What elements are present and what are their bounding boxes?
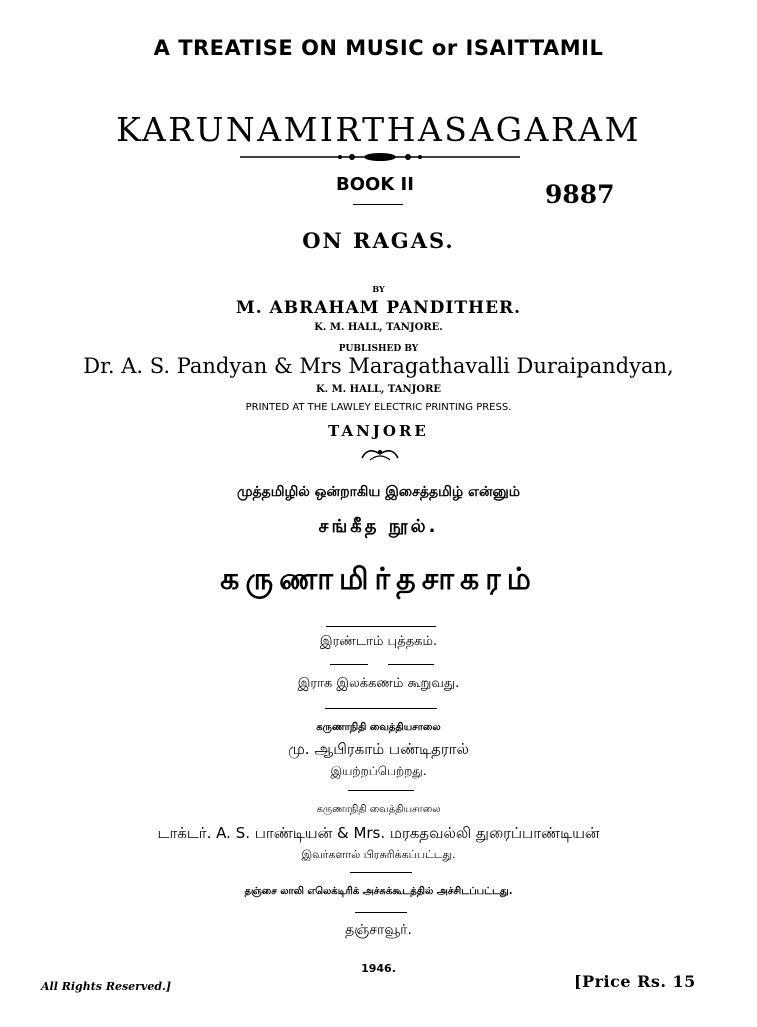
rights-reserved: All Rights Reserved.] bbox=[41, 980, 172, 993]
tamil-printer: தஞ்சை லாலி எலெக்டிரிக் அச்சுக்கூடத்தில் அச்சிடப்பட்டது. bbox=[244, 886, 513, 897]
tamil-rule-6 bbox=[355, 912, 407, 913]
subject-heading: ON RAGAS. bbox=[302, 228, 455, 253]
publication-year: 1946. bbox=[361, 962, 396, 975]
city-line: TANJORE bbox=[328, 422, 429, 440]
tamil-author: மு. ஆபிரகாம் பண்டிதரால் bbox=[288, 740, 469, 758]
publisher-names: Dr. A. S. Pandyan & Mrs Maragathavalli Duraipandyan, bbox=[83, 354, 674, 378]
tamil-author-suffix: இயற்றப்பெற்றது. bbox=[330, 764, 427, 778]
author-address: K. M. HALL, TANJORE. bbox=[314, 322, 443, 333]
by-label: BY bbox=[372, 284, 385, 294]
tamil-rule-4 bbox=[348, 790, 414, 791]
tamil-author-prefix: கருணாநிதி வைத்தியசாலை bbox=[316, 722, 441, 733]
main-title: KARUNAMIRTHASAGARAM bbox=[116, 110, 641, 149]
tamil-rule-3 bbox=[325, 708, 437, 709]
author-name: M. ABRAHAM PANDITHER. bbox=[235, 298, 522, 318]
tamil-book: இரண்டாம் புத்தகம். bbox=[319, 634, 438, 649]
tamil-rule-1 bbox=[326, 626, 436, 627]
tamil-title: கருணாமிர்தசாகரம் bbox=[220, 562, 537, 597]
ornament-divider bbox=[240, 150, 520, 164]
tamil-city: தஞ்சாவூர். bbox=[345, 922, 412, 938]
book-underline bbox=[353, 204, 403, 205]
small-ornament bbox=[358, 444, 402, 464]
tamil-publishers: டாக்டர். A. S. பாண்டியன் & Mrs. மரகதவல்லி துரைப்பாண்டியன் bbox=[157, 824, 600, 842]
tamil-intro-line: முத்தமிழில் ஒன்றாகிய இசைத்தமிழ் என்னும் bbox=[236, 484, 521, 500]
printer-line: PRINTED AT THE LAWLEY ELECTRIC PRINTING PRESS. bbox=[245, 402, 512, 413]
publisher-address: K. M. HALL, TANJORE bbox=[315, 384, 442, 395]
published-by-label: PUBLISHED BY bbox=[338, 344, 419, 354]
book-number: BOOK II bbox=[336, 174, 414, 195]
tamil-intro-line-2: சங்கீத நூல். bbox=[318, 516, 439, 537]
tamil-rule-2b bbox=[388, 664, 434, 665]
tamil-subject: இராக இலக்கணம் கூறுவது. bbox=[297, 676, 460, 691]
price-label: [Price Rs. 15 bbox=[574, 972, 696, 991]
tamil-publisher-prefix: கருணாநிதி வைத்தியசாலை bbox=[316, 804, 441, 815]
tamil-publisher-suffix: இவர்களால் பிரசுரிக்கப்பட்டது. bbox=[301, 848, 456, 861]
catalog-number: 9887 bbox=[545, 180, 615, 209]
treatise-heading: A TREATISE ON MUSIC or ISAITTAMIL bbox=[153, 36, 604, 60]
tamil-rule-2a bbox=[330, 664, 368, 665]
tamil-rule-5 bbox=[350, 872, 412, 873]
